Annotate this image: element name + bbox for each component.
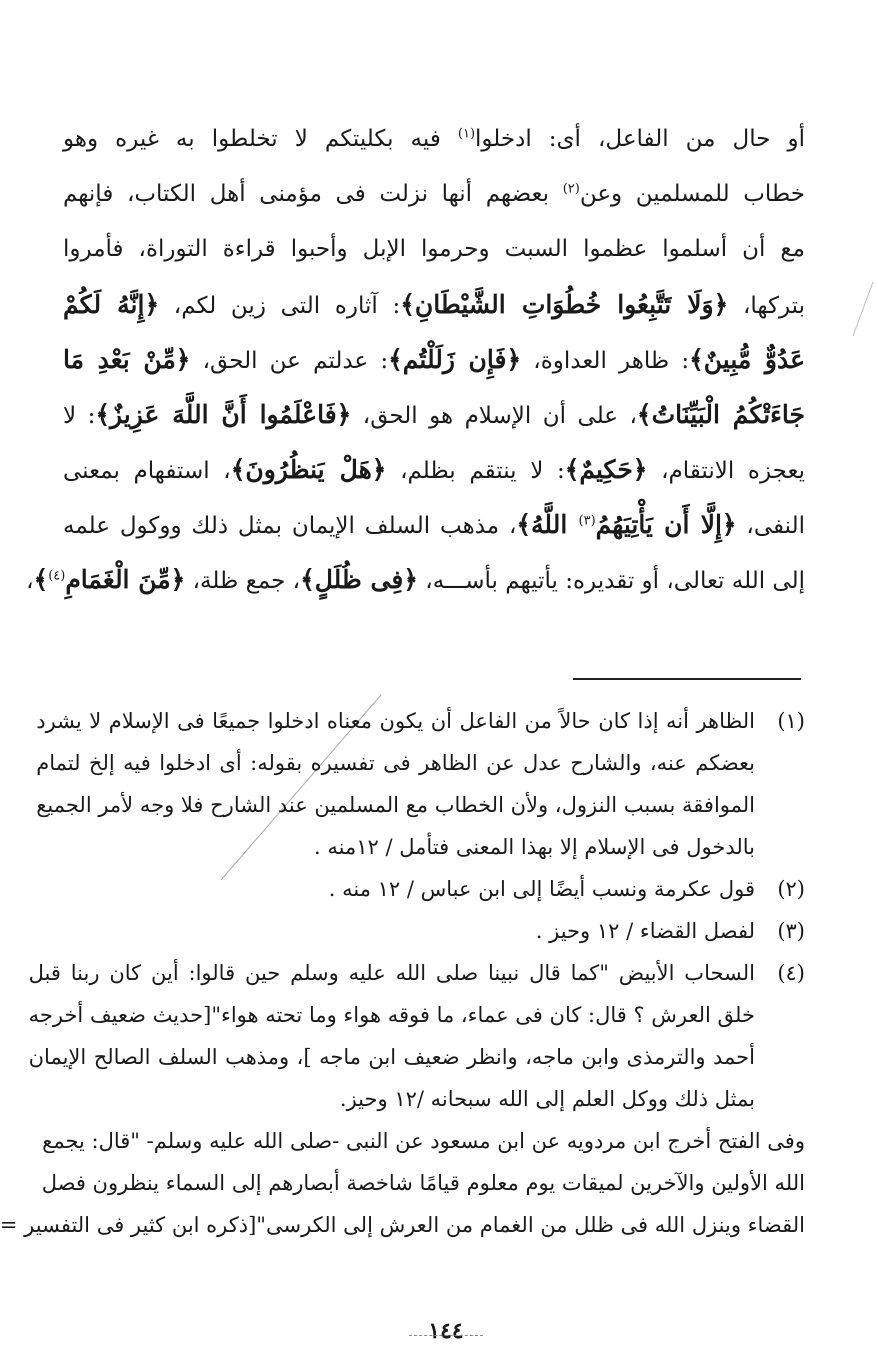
quran-quote: ﴿فَاعْلَمُوا أَنَّ اللَّهَ عَزِيزٌ﴾ <box>95 400 352 429</box>
footnote-line: بالدخول فى الإسلام إلا بهذا المعنى فتأمل / ١٢منه . <box>314 835 755 859</box>
quran-quote: ﴿وَلَا تَتَّبِعُوا خُطُوَاتِ الشَّيْطَانِ﴾ <box>400 290 729 319</box>
quran-quote: ﴿حَكِيمٌ﴾ <box>564 455 648 484</box>
main-text-line <box>63 222 805 277</box>
commentary-text: أو حال من الفاعل، أى: ادخلوا <box>475 126 805 152</box>
footnote-body <box>36 700 755 868</box>
footnote <box>28 952 805 1120</box>
commentary-text: خطاب للمسلمين وعن <box>579 181 805 207</box>
footnote-marker: (٣) <box>578 513 596 529</box>
commentary-text: ، على أن الإسلام هو الحق، <box>351 403 637 429</box>
footnote-line: الظاهر أنه إذا كان حالاً من الفاعل أن يكون معناه ادخلوا جميعًا فى الإسلام لا يشرد <box>36 709 755 733</box>
main-text-line <box>26 552 805 607</box>
commentary-text: ، مذهب السلف الإيمان بمثل ذلك ووكول علمه <box>63 513 517 539</box>
commentary-text: : آثاره التى زين لكم، <box>159 293 401 319</box>
main-text-line <box>63 387 805 442</box>
page-number: ١٤٤ <box>391 1318 501 1344</box>
commentary-text: بتركها، <box>728 293 805 319</box>
quran-quote: ﴿مِّنْ بَعْدِ مَا <box>63 345 191 374</box>
footnote-line: بعضكم عنه، والشارح عدل عن الظاهر فى تفسيره بقوله: أى ادخلوا فيه إلخ لتمام <box>36 751 755 775</box>
footnote-line: السحاب الأبيض "كما قال نبينا صلى الله عليه وسلم حين قالوا: أين كان ربنا قبل <box>28 961 755 985</box>
commentary-text: فيه بكليتكم لا تخلطوا به غيره وهو <box>63 126 458 152</box>
main-text-line <box>63 167 805 222</box>
footnote-body <box>29 952 755 1120</box>
footnote-continuation-line: القضاء وينزل الله فى ظلل من الغمام من العرش إلى الكرسى"[ذكره ابن كثير فى التفسير = <box>0 1213 805 1237</box>
pencil-mark-margin <box>849 280 875 340</box>
commentary-text: : لا ينتقم بظلم، <box>386 458 565 484</box>
quran-quote: ﴾ <box>33 565 49 594</box>
quran-quote: ﴿مِّنَ الْغَمَامِ <box>65 565 186 594</box>
commentary-text: ، <box>26 568 34 594</box>
footnote-marker: (٤) <box>48 568 66 584</box>
footnote-number: (٤) <box>777 961 805 985</box>
quran-quote: اللَّهُ﴾ <box>516 510 579 539</box>
main-text-line <box>63 277 805 332</box>
commentary-text: إلى الله تعالى، أو تقديره: يأتيهم بأســـه، <box>417 568 805 594</box>
footnote-line: خلق العرش ؟ قال: كان فى عماء، ما فوقه هواء وما تحته هواء"[حديث ضعيف أخرجه <box>28 1003 755 1027</box>
footnote <box>63 868 805 910</box>
quran-quote: ﴿هَلْ يَنظُرُونَ﴾ <box>230 455 387 484</box>
quran-quote: عَدُوٌّ مُّبِينٌ﴾ <box>689 345 805 374</box>
footnotes <box>0 700 805 1246</box>
commentary-text: النفى، <box>736 513 805 539</box>
footnote-line: أحمد والترمذى وابن ماجه، وانظر ضعيف ابن ماجه ]، ومذهب السلف الصالح الإيمان <box>28 1045 755 1069</box>
commentary-text: : لا <box>63 403 96 429</box>
footnote-number: (١) <box>777 709 805 733</box>
quran-quote: ﴿إِنَّهُ لَكُمْ <box>63 290 160 319</box>
quran-quote: جَاءَتْكُمُ الْبَيِّنَاتُ﴾ <box>636 400 806 429</box>
commentary-text: مع أن أسلموا عظموا السبت وحرموا الإبل وأحبوا قراءة التوراة، فأمروا <box>63 236 805 262</box>
footnote-continuation-line: وفى الفتح أخرج ابن مردويه عن ابن مسعود عن النبى -صلى الله عليه وسلم- "قال: يجمع <box>42 1129 805 1153</box>
footnote-line: بمثل ذلك ووكل العلم إلى الله سبحانه /١٢ وحيز. <box>339 1087 755 1111</box>
commentary-text: بعضهم أنها نزلت فى مؤمنى أهل الكتاب، فإنهم <box>63 181 563 207</box>
footnote <box>36 700 805 868</box>
main-text-line <box>63 332 805 387</box>
footnote-body <box>63 910 755 952</box>
footnote-continuation-line: الله الأولين والآخرين لميقات يوم معلوم قيامًا شاخصة أبصارهم إلى السماء ينظرون فصل <box>41 1171 805 1195</box>
main-text <box>26 112 806 607</box>
quran-quote: ﴿فِى ظُلَلٍ﴾ <box>300 565 418 594</box>
footnote-number: (٣) <box>777 919 805 943</box>
footnote-marker: (١) <box>457 126 476 142</box>
footnote-line: لفصل القضاء / ١٢ وحيز . <box>535 919 755 943</box>
footnote-line: قول عكرمة ونسب أيضًا إلى ابن عباس / ١٢ منه . <box>328 877 755 901</box>
commentary-text: : ظاهر العداوة، <box>521 348 690 374</box>
commentary-text: يعجزه الانتقام، <box>647 458 806 484</box>
quran-quote: ﴿إِلَّا أَن يَأْتِيَهُمُ <box>595 510 737 539</box>
footnote <box>63 910 805 952</box>
footnote-marker: (٢) <box>562 181 580 197</box>
main-text-line <box>63 442 805 497</box>
main-text-line <box>63 497 805 552</box>
commentary-text: ، جمع ظلة، <box>185 568 301 594</box>
footnote-separator <box>573 678 801 680</box>
commentary-text: : عدلتم عن الحق، <box>190 348 389 374</box>
quran-quote: ﴿فَإِن زَلَلْتُم﴾ <box>388 345 522 374</box>
footnote-line: الموافقة بسبب النزول، ولأن الخطاب مع المسلمين عند الشارح فلا وجه لأمر الجميع <box>36 793 755 817</box>
commentary-text: ، استفهام بمعنى <box>63 458 231 484</box>
main-text-line <box>63 112 805 167</box>
footnote-body <box>63 868 755 910</box>
footnote-number: (٢) <box>777 877 805 901</box>
